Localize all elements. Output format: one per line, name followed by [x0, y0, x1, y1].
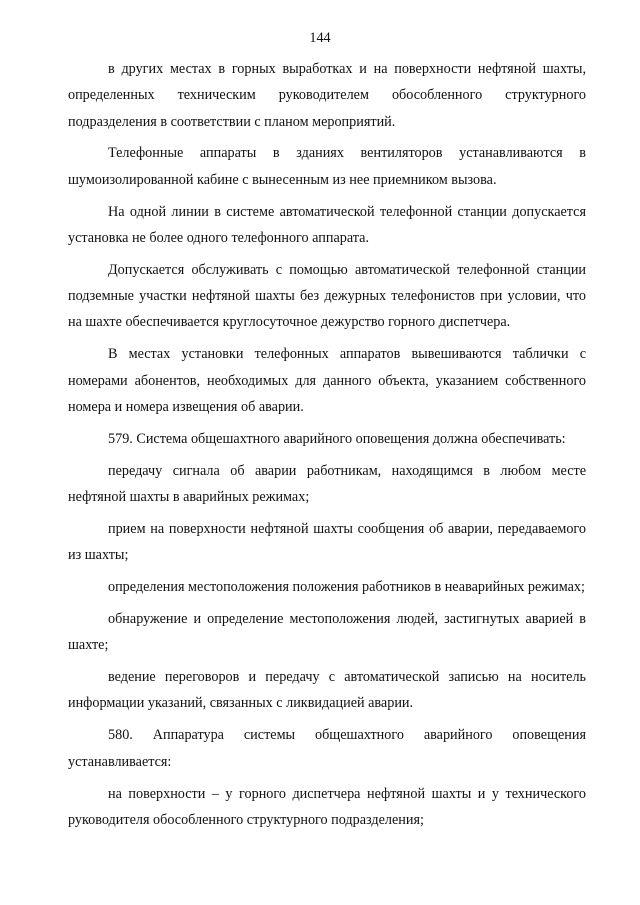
paragraph: 580. Аппаратура системы общешахтного аварийного оповещения устанавливается:: [68, 727, 586, 770]
paragraph: в других местах в горных выработках и на поверхности нефтяной шахты, определенных техническим руководителем обособленного структурного подразделения в соответствии с планом мероприятий.: [68, 61, 586, 130]
paragraph: на поверхности – у горного диспетчера нефтяной шахты и у технического руководителя обособленного структурного подразделения;: [68, 785, 586, 828]
paragraph: обнаружение и определение местоположения людей, застигнутых аварией в шахте;: [68, 610, 586, 654]
paragraph: Допускается обслуживать с помощью автоматической телефонной станции подземные участки нефтяной шахты без дежурных телефонистов при условии, что на шахте обеспечивается круглосуточное дежурство горного диспетчера.: [68, 261, 586, 331]
paragraph: 579. Система общешахтного аварийного оповещения должна обеспечивать:: [108, 430, 566, 447]
paragraph: прием на поверхности нефтяной шахты сообщения об аварии, передаваемого из шахты;: [68, 520, 586, 564]
page-body: [68, 56, 586, 839]
paragraph: ведение переговоров и передачу с автоматической записью на носитель информации указаний, связанных с ликвидацией аварии.: [68, 669, 586, 712]
paragraph: Телефонные аппараты в зданиях вентиляторов устанавливаются в шумоизолированной кабине с вынесенным из нее приемником вызова.: [68, 145, 586, 188]
paragraph: передачу сигнала об аварии работникам, находящимся в любом месте нефтяной шахты в аварийных режимах;: [68, 462, 586, 506]
paragraph: В местах установки телефонных аппаратов вывешиваются таблички с номерами абонентов, необходимых для данного объекта, указанием собственного номера и номера извещения об аварии.: [68, 346, 586, 415]
paragraph: определения местоположения положения работников в неаварийных режимах;: [108, 579, 585, 596]
page-number: 144: [309, 30, 331, 46]
paragraph: На одной линии в системе автоматической телефонной станции допускается установка не более одного телефонного аппарата.: [68, 203, 586, 246]
